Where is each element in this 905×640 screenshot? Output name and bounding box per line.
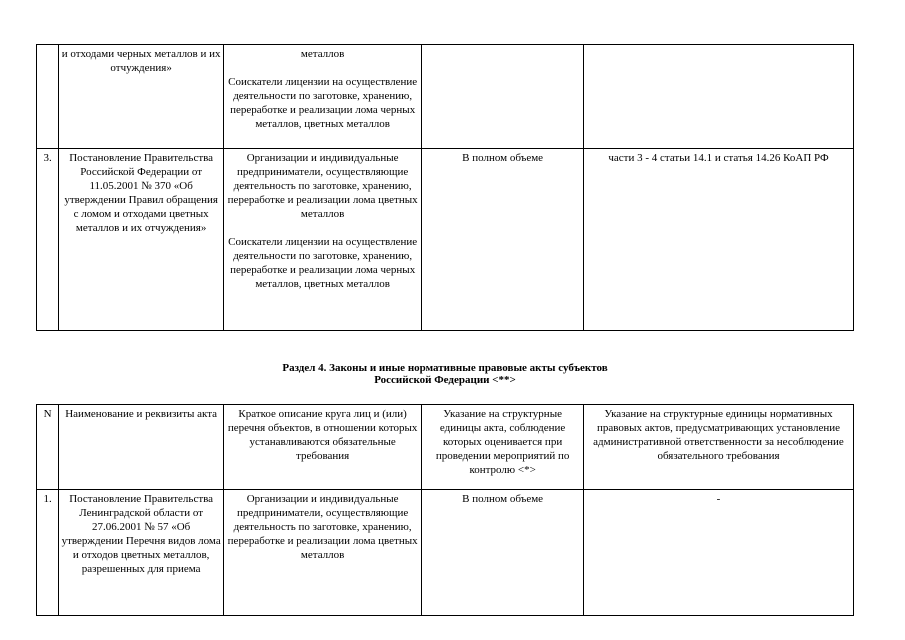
admin-cell	[584, 45, 854, 149]
section-title-line2: Российской Федерации <**>	[374, 374, 516, 386]
act-cell	[59, 45, 224, 149]
units-cell	[422, 490, 584, 616]
units-cell	[422, 149, 584, 331]
row-number: 1.	[43, 493, 52, 505]
act-cell	[59, 149, 224, 331]
header-units-text: Указание на структурные единицы акта, соблюдение которых оценивается при проведении мероприятий по контролю <*>	[435, 408, 570, 476]
header-n-text: N	[43, 408, 52, 420]
section-title-line1: Раздел 4. Законы и иные нормативные правовые акты субъектов	[282, 362, 608, 374]
admin-text: части 3 - 4 статьи 14.1 и статья 14.26 КоАП РФ	[608, 152, 829, 164]
header-admin-text: Указание на структурные единицы нормативных правовых актов, предусматривающих установление административной ответственности за несоблюдение обязательного требования	[593, 408, 844, 462]
act-cell	[59, 490, 224, 616]
persons-cell	[224, 149, 422, 331]
admin-cell	[584, 490, 854, 616]
row-number: 3.	[43, 152, 52, 164]
section-heading	[36, 362, 854, 386]
units-text: В полном объеме	[462, 493, 544, 505]
header-act-text: Наименование и реквизиты акта	[65, 408, 218, 420]
table-header-row	[37, 405, 854, 490]
row-number-cell	[37, 45, 59, 149]
table-row	[37, 45, 854, 149]
header-persons-text: Краткое описание круга лиц и (или) перечня объектов, в отношении которых устанавливаются обязательные требования	[227, 408, 418, 462]
admin-cell	[584, 149, 854, 331]
act-text: и отходами черных металлов и их отчуждения»	[61, 48, 221, 74]
persons-text-part1: Организации и индивидуальные предприниматели, осуществляющие деятельность по заготовке, хранению, переработке и реализации лома цветных металлов	[227, 152, 418, 220]
persons-cell	[224, 45, 422, 149]
admin-text: -	[716, 493, 721, 505]
continuation-table	[36, 44, 854, 331]
units-text: В полном объеме	[462, 152, 544, 164]
header-n	[37, 405, 59, 490]
header-admin	[584, 405, 854, 490]
persons-text-part1: металлов	[300, 48, 345, 60]
table-row	[37, 149, 854, 331]
row-number-cell	[37, 490, 59, 616]
header-persons	[224, 405, 422, 490]
row-number-cell	[37, 149, 59, 331]
act-text: Постановление Правительства Российской Федерации от 11.05.2001 № 370 «Об утверждении Правил обращения с ломом и отходами цветных металлов и их отчуждения»	[64, 152, 218, 234]
persons-text-part2: Соискатели лицензии на осуществление деятельности по заготовке, хранению, переработке и реализации лома черных металлов, цветных металлов	[228, 236, 418, 290]
persons-text-part2: Соискатели лицензии на осуществление деятельности по заготовке, хранению, переработке и реализации лома черных металлов, цветных металлов	[228, 76, 418, 130]
persons-cell	[224, 490, 422, 616]
regional-acts-table	[36, 404, 854, 616]
act-text: Постановление Правительства Ленинградской области от 27.06.2001 № 57 «Об утверждении Перечня видов лома и отходов цветных металлов, разрешенных для приема	[61, 493, 221, 575]
persons-text: Организации и индивидуальные предприниматели, осуществляющие деятельность по заготовке, хранению, переработке и реализации лома цветных металлов	[227, 493, 418, 561]
header-act	[59, 405, 224, 490]
table-row	[37, 490, 854, 616]
header-units	[422, 405, 584, 490]
units-cell	[422, 45, 584, 149]
